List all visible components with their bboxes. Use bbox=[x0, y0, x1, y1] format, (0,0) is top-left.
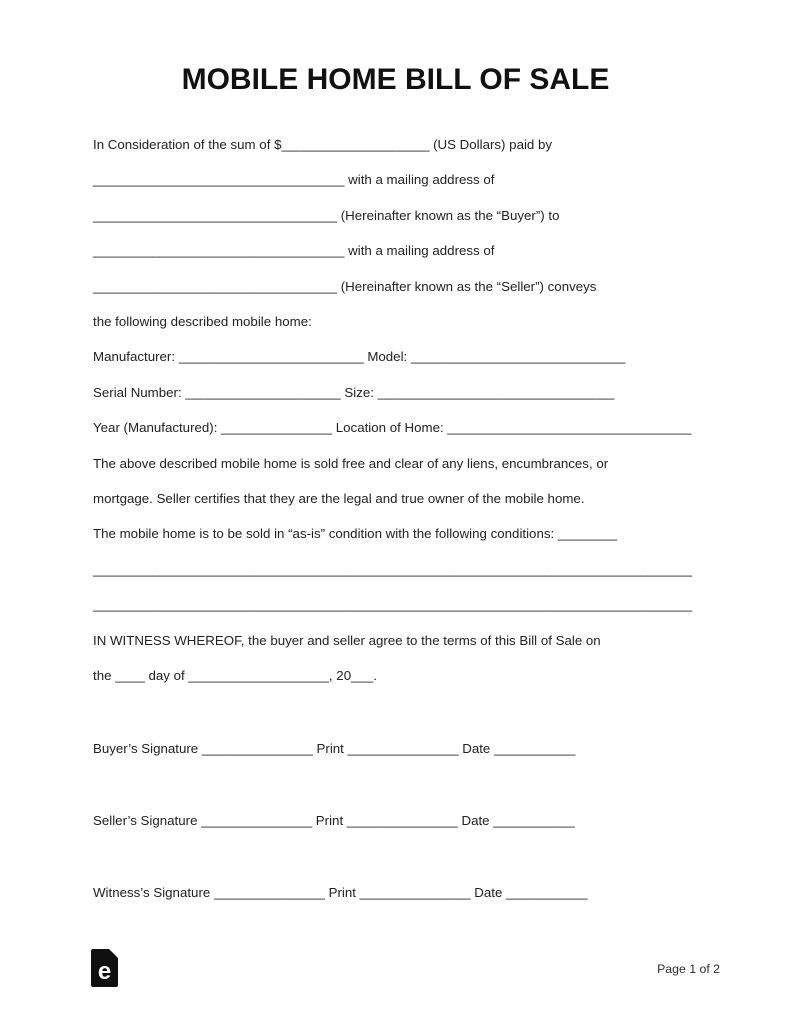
page-fold-icon bbox=[109, 949, 118, 958]
consideration-text-post: (US Dollars) paid by bbox=[429, 137, 553, 152]
model-field[interactable]: _____________________________ bbox=[410, 349, 626, 365]
size-label: Size: bbox=[340, 384, 378, 400]
witness-date-label: Date bbox=[470, 884, 507, 900]
witness-print-label: Print bbox=[324, 884, 360, 900]
seller-name-label: with a mailing address of bbox=[344, 243, 495, 259]
buyer-address-line bbox=[93, 198, 698, 233]
year-manufactured-field[interactable]: _______________ bbox=[221, 420, 333, 436]
buyer-name-label: with a mailing address of bbox=[344, 172, 495, 188]
conditions-blank-line-2 bbox=[93, 587, 698, 622]
buyer-address-label: (Hereinafter known as the “Buyer”) to bbox=[337, 207, 560, 223]
buyer-name-field[interactable]: __________________________________ bbox=[93, 172, 345, 188]
manufacturer-model-line bbox=[93, 339, 698, 374]
serial-number-label: Serial Number: bbox=[93, 384, 186, 400]
witness-signature-label: Witness’s Signature bbox=[93, 884, 214, 900]
form-text bbox=[93, 127, 698, 694]
witness-signature-row bbox=[93, 857, 698, 929]
page-number: Page 1 of 2 bbox=[657, 962, 720, 976]
home-location-field[interactable]: _________________________________ bbox=[447, 420, 692, 436]
described-intro-line: the following described mobile home: bbox=[93, 314, 312, 330]
manufacturer-label: Manufacturer: bbox=[93, 349, 179, 365]
liens-clause-line-1: The above described mobile home is sold free and clear of any liens, encumbrances, or bbox=[93, 455, 609, 471]
signature-section bbox=[93, 713, 698, 929]
buyer-signature-field[interactable]: _______________ bbox=[201, 740, 313, 756]
seller-print-label: Print bbox=[312, 812, 347, 828]
year-location-line bbox=[93, 410, 698, 445]
buyer-signature-label: Buyer’s Signature bbox=[93, 740, 202, 756]
eforms-logo-letter: e bbox=[97, 958, 112, 985]
document-title: MOBILE HOME BILL OF SALE bbox=[181, 63, 610, 96]
model-label: Model: bbox=[363, 349, 411, 365]
execution-year-prefix: , 20 bbox=[328, 668, 352, 684]
execution-year-field[interactable]: ___ bbox=[351, 668, 374, 684]
conditions-line-1-field[interactable]: _________________________________________________________________________________ bbox=[93, 561, 693, 577]
execution-day-field[interactable]: ____ bbox=[115, 668, 145, 684]
seller-print-name-field[interactable]: _______________ bbox=[346, 812, 458, 828]
witness-date-field[interactable]: ___________ bbox=[506, 884, 588, 900]
purchase-amount-field[interactable]: ____________________ bbox=[281, 137, 430, 152]
liens-clause-line-2: mortgage. Seller certifies that they are the legal and true owner of the mobile home. bbox=[93, 491, 585, 507]
witness-clause-line: IN WITNESS WHEREOF, the buyer and seller agree to the terms of this Bill of Sale on bbox=[93, 632, 601, 648]
seller-address-line bbox=[93, 269, 698, 304]
buyer-signature-row bbox=[93, 713, 698, 785]
witness-signature-field[interactable]: _______________ bbox=[213, 884, 325, 900]
execution-date-text-mid: day of bbox=[144, 668, 189, 684]
size-field[interactable]: ________________________________ bbox=[377, 384, 615, 400]
seller-mailing-address-field[interactable]: _________________________________ bbox=[93, 278, 338, 294]
buyer-date-field[interactable]: ___________ bbox=[494, 740, 576, 756]
buyer-mailing-address-field[interactable]: _________________________________ bbox=[93, 207, 338, 223]
conditions-line-2-field[interactable]: _________________________________________________________________________________ bbox=[93, 597, 693, 613]
conditions-inline-field[interactable]: ________ bbox=[557, 526, 618, 542]
witness-print-name-field[interactable]: _______________ bbox=[359, 884, 471, 900]
seller-date-field[interactable]: ___________ bbox=[493, 812, 575, 828]
serial-number-field[interactable]: _____________________ bbox=[185, 384, 341, 400]
manufacturer-field[interactable]: _________________________ bbox=[178, 349, 364, 365]
execution-date-text-pre: the bbox=[93, 668, 116, 684]
seller-signature-field[interactable]: _______________ bbox=[201, 812, 313, 828]
execution-date-line bbox=[93, 658, 698, 693]
buyer-print-name-field[interactable]: _______________ bbox=[347, 740, 459, 756]
seller-address-label: (Hereinafter known as the “Seller”) conveys bbox=[337, 278, 597, 294]
seller-name-field[interactable]: __________________________________ bbox=[93, 243, 345, 259]
seller-signature-row bbox=[93, 785, 698, 857]
home-location-label: Location of Home: bbox=[332, 420, 448, 436]
execution-month-field[interactable]: ___________________ bbox=[188, 668, 329, 684]
seller-signature-label: Seller’s Signature bbox=[93, 812, 202, 828]
conditions-blank-line-1 bbox=[93, 552, 698, 587]
buyer-date-label: Date bbox=[458, 740, 494, 756]
buyer-name-line bbox=[93, 162, 698, 197]
year-manufactured-label: Year (Manufactured): bbox=[93, 420, 222, 436]
buyer-print-label: Print bbox=[312, 740, 348, 756]
eforms-logo-icon bbox=[91, 949, 118, 987]
seller-date-label: Date bbox=[457, 812, 494, 828]
asis-clause-text: The mobile home is to be sold in “as-is” condition with the following conditions: bbox=[93, 526, 558, 542]
serial-size-line bbox=[93, 375, 698, 410]
document-body bbox=[93, 0, 698, 929]
consideration-line bbox=[93, 127, 698, 162]
consideration-text-pre: In Consideration of the sum of $ bbox=[93, 137, 282, 152]
asis-conditions-line bbox=[93, 516, 698, 551]
seller-name-line bbox=[93, 233, 698, 268]
execution-date-text-end: . bbox=[373, 668, 377, 684]
